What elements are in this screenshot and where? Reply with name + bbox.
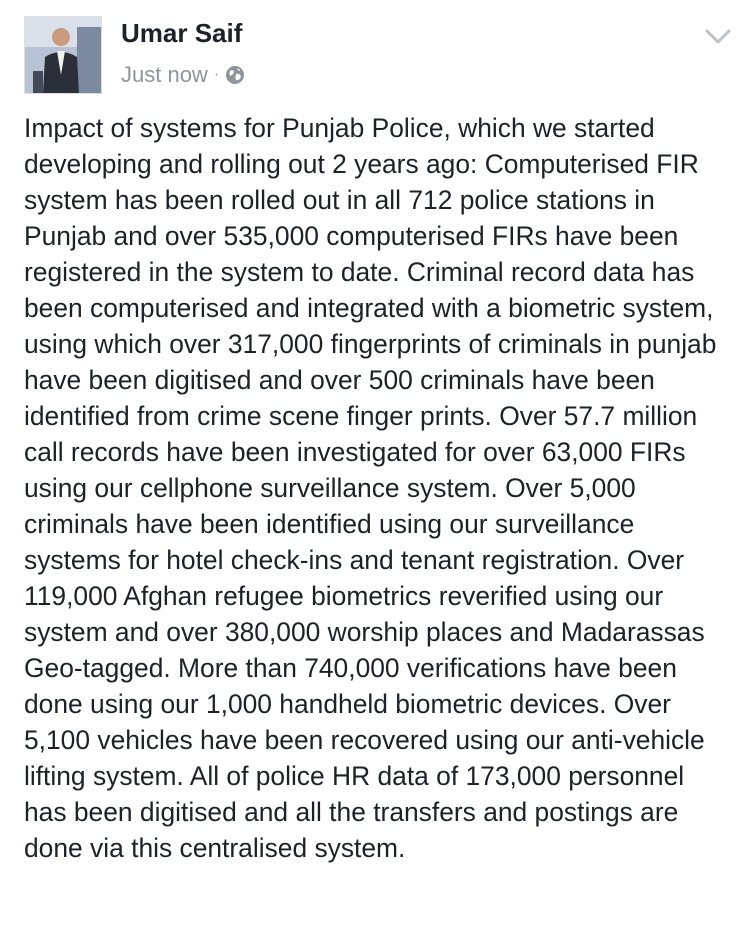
avatar-photo: [25, 17, 101, 93]
timestamp[interactable]: Just now: [121, 62, 208, 87]
meta-separator: ·: [213, 66, 220, 83]
avatar[interactable]: [24, 16, 102, 94]
author-name[interactable]: Umar Saif: [121, 18, 243, 48]
post-text: Impact of systems for Punjab Police, which we started developing and rolling out 2 years ago: Computerised FIR system has been rolled out in all 712 police stations in Punjab and over 535,000 computerised FIRs have been registered in the system to date. Criminal record data has been computerised and integrated with a biometric system, using which over 317,000 fingerprints of criminals in punjab have been digitised and over 500 criminals have been identified from crime scene finger prints. Over 57.7 million call records have been investigated for over 63,000 FIRs using our cellphone surveillance system. Over 5,000 criminals have been identified using our surveillance systems for hotel check-ins and tenant registration. Over 119,000 Afghan refugee biometrics reverified using our system and over 380,000 worship places and Madarassas Geo-tagged. More than 740,000 verifications have been done using our 1,000 handheld biometric devices. Over 5,100 vehicles have been recovered using our anti-vehicle lifting system. All of police HR data of 173,000 personnel has been digitised and all the transfers and postings are done via this centralised system.: [24, 113, 717, 863]
post-meta: [121, 62, 245, 88]
globe-icon[interactable]: [225, 65, 245, 85]
post-header: [24, 16, 724, 96]
chevron-down-icon[interactable]: [704, 28, 732, 46]
